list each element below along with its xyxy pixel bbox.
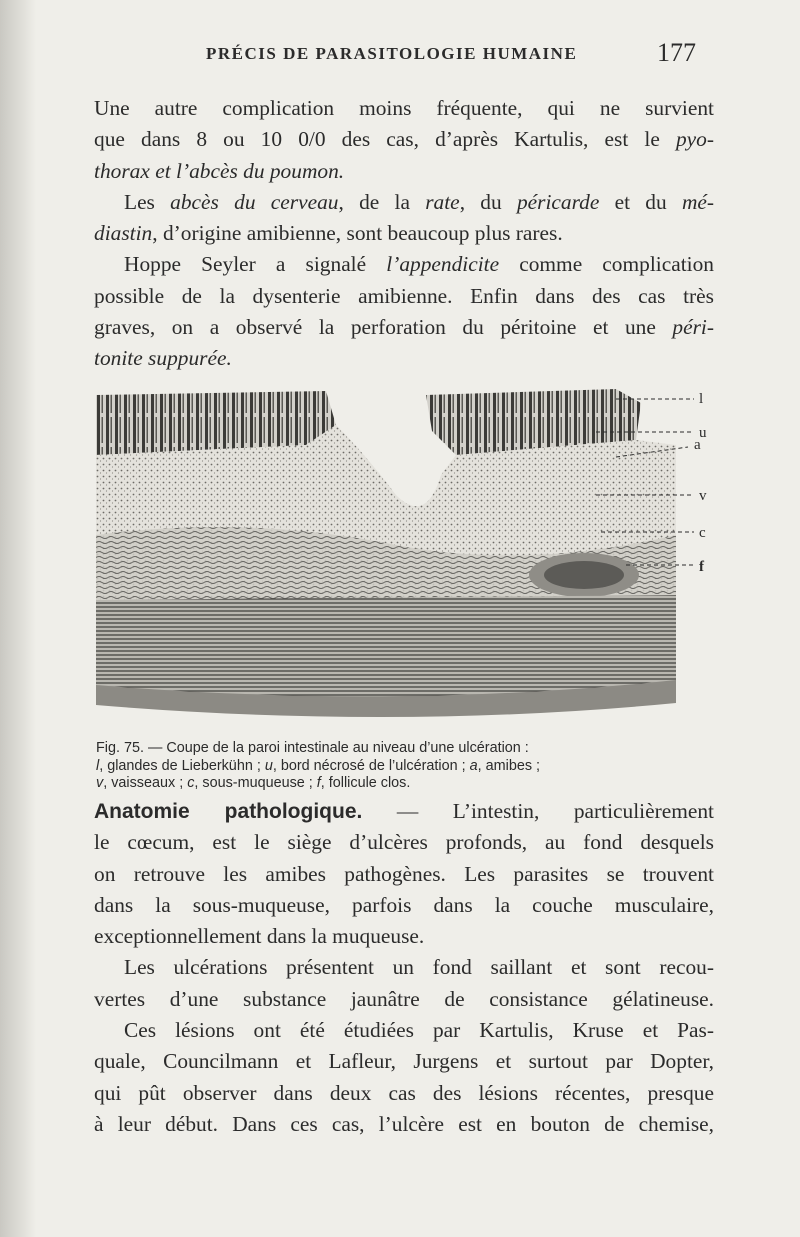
text-line: Hoppe Seyler a signalé l’appendicite comme complication: [124, 252, 714, 277]
caption-line: v, vaisseaux ; c, sous-muqueuse ; f, follicule clos.: [96, 775, 411, 791]
label-u: u: [699, 425, 707, 441]
text-line: Ces lésions ont été étudiées par Kartulis, Kruse et Pas-: [124, 1018, 714, 1043]
text-line: vertes d’une substance jaunâtre de consistance gélatineuse.: [94, 986, 714, 1011]
histology-illustration: [96, 385, 714, 730]
text-line: quale, Councilmann et Lafleur, Jurgens et surtout par Dopter,: [94, 1049, 714, 1074]
text-line: possible de la dysenterie amibienne. Enfin dans des cas très: [94, 283, 714, 308]
caption-line: l, glandes de Lieberkühn ; u, bord nécrosé de l’ulcération ; a, amibes ;: [96, 757, 541, 774]
text-line: diastin, d’origine amibienne, sont beaucoup plus rares.: [94, 221, 563, 246]
text-line: on retrouve les amibes pathogènes. Les parasites se trouvent: [94, 861, 714, 886]
figure-caption: [96, 740, 718, 793]
text-line: Les ulcérations présentent un fond saillant et sont recou-: [124, 955, 714, 980]
text-line: qui pût observer dans deux cas des lésions récentes, presque: [94, 1080, 714, 1105]
page-header: [0, 38, 800, 70]
label-c: c: [699, 525, 706, 541]
section-heading: Anatomie pathologique.: [94, 800, 363, 823]
text-line: Une autre complication moins fréquente, qui ne survient: [94, 96, 714, 120]
figure-intestinal-wall-section: [96, 385, 714, 730]
text-line: à leur début. Dans ces cas, l’ulcère est en bouton de chemise,: [94, 1111, 714, 1136]
label-l: l: [699, 391, 704, 407]
label-v: v: [699, 488, 707, 504]
caption-line: Fig. 75. — Coupe de la paroi intestinale au niveau d’une ulcération :: [96, 740, 529, 756]
running-title: PRÉCIS DE PARASITOLOGIE HUMAINE: [206, 44, 578, 63]
section-anatomie-pathologique: [94, 796, 714, 1140]
text-line: le cœcum, est le siège d’ulcères profonds, au fond desquels: [94, 830, 714, 855]
text-line: Anatomie pathologique. — L’intestin, particulièrement: [94, 799, 714, 823]
text-line: tonite suppurée.: [94, 346, 232, 371]
paragraph-complications: [94, 93, 714, 375]
text-line: dans la sous-muqueuse, parfois dans la couche musculaire,: [94, 892, 714, 917]
text-line: Les abcès du cerveau, de la rate, du péricarde et du mé-: [124, 189, 715, 214]
text-line: exceptionnellement dans la muqueuse.: [94, 924, 425, 949]
text-line: que dans 8 ou 10 0/0 des cas, d’après Kartulis, est le pyo-: [94, 127, 714, 152]
page-number: 177: [657, 38, 696, 67]
page-edge-shadow: [0, 0, 36, 1237]
text-line: thorax et l’abcès du poumon.: [94, 158, 345, 183]
label-f: f: [699, 559, 704, 575]
text-line: graves, on a observé la perforation du péritoine et une péri-: [94, 315, 714, 340]
label-a: a: [694, 437, 701, 453]
